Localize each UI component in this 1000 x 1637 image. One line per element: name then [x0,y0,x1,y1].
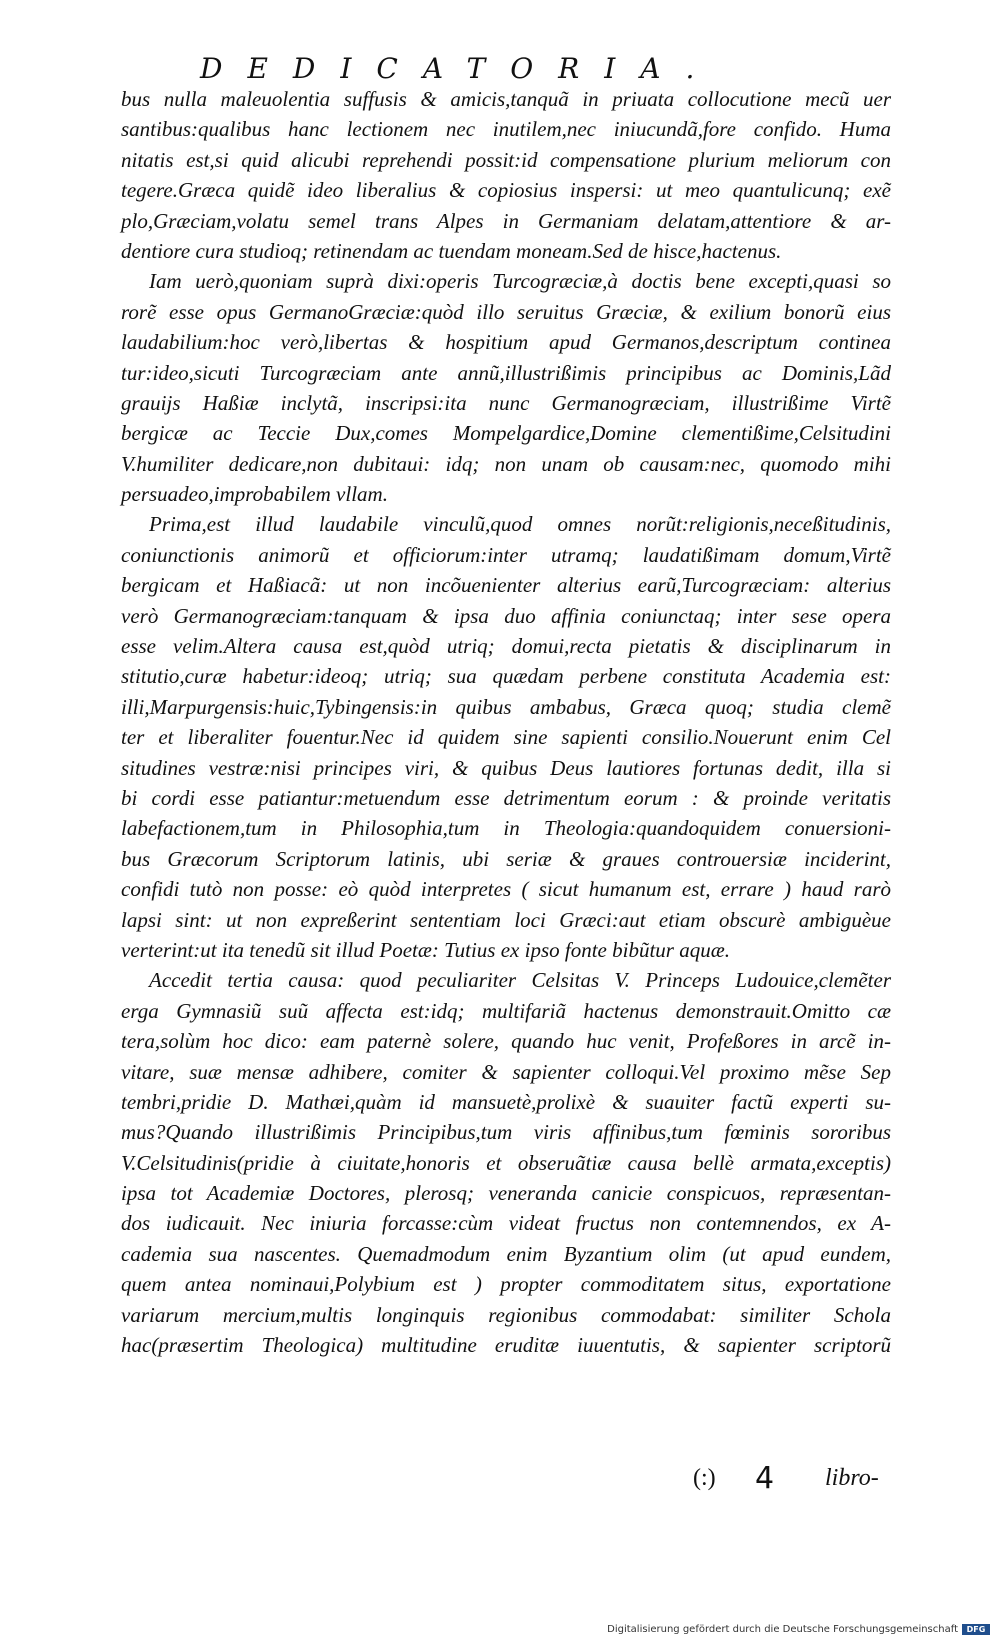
text-line: verterint:ut ita tenedũ sit illud Poetæ: Tutius ex ipso fonte bibũtur aquæ. [121,937,730,962]
text-line: labefactionem,tum in Philosophia,tum in Theologia:quandoquidem conuersioni- [121,816,891,841]
text-line: vitare, suæ mensæ adhibere, comiter & sapienter colloqui.Vel proximo mẽse Sep [121,1059,891,1084]
text-line: lapsi sint: ut non expreßerint sententiam loci Græci:aut etiam obscurè ambiguèue [121,907,891,932]
text-line: tegere.Græca quidẽ ideo liberalius & copiosius inspersi: ut meo quantulicunq; exẽ [121,178,891,203]
text-line: coniunctionis animorũ et officiorum:inter utramq; laudatißimam domum,Virtẽ [121,542,891,567]
text-line: ter et liberaliter fouentur.Nec id quidem sine sapienti consilio.Nouerunt enim Cel [121,725,891,750]
text-line: Prima,est illud laudabile vinculũ,quod omnes norũt:religionis,neceßitudinis, [149,512,891,537]
text-line: dentiore cura studioq; retinendam ac tuendam moneam.Sed de hisce,hactenus. [121,238,782,263]
text-line: V.humiliter dedicare,non dubitaui: idq; non unam ob causam:nec, quomodo mihi [121,451,891,476]
text-line: tur:ideo,sicuti Turcogræciam ante annũ,illustrißimis principibus ac Dominis,Lãd [121,360,891,385]
text-line: tera,solùm hoc dico: eam paternè solere, quando huc venit, Profeßores in arcẽ in- [121,1029,891,1054]
digitization-credit [607,1623,990,1636]
text-line: Iam uerò,quoniam suprà dixi:operis Turcogræciæ,à doctis bene excepti,quasi so [149,269,891,294]
catchword: libro- [825,1465,879,1491]
text-line: bus Græcorum Scriptorum latinis, ubi seriæ & graues controuersiæ inciderint, [121,846,891,871]
text-line: situdines vestræ:nisi principes viri, & quibus Deus lautiores fortunas dedit, illa si [121,755,891,780]
text-line: plo,Græciam,volatu semel trans Alpes in Germaniam delatam,attentiore & ar- [121,208,891,233]
text-line: santibus:qualibus hanc lectionem nec inutilem,nec iniucundã,fore confido. Huma [121,117,891,142]
text-line: quem antea nominaui,Polybium est ) propter commoditatem situs, exportatione [121,1272,891,1297]
body-text [121,84,891,1360]
text-line: bus nulla maleuolentia suffusis & amicis,tanquã in priuata collocutione mecũ uer [121,87,891,111]
text-line: ipsa tot Academiæ Doctores, plerosq; veneranda canicie conspicuos, repræsentan- [121,1181,891,1206]
text-line: esse velim.Altera causa est,quòd utriq; domui,recta pietatis & disciplinarum in [121,634,891,659]
text-line: stitutio,curæ habetur:ideoq; utriq; sua quædam perbene constituta Academia est: [121,664,891,689]
text-line: bergicæ ac Teccie Dux,comes Mompelgardice,Domine clementißime,Celsitudini [121,421,891,446]
text-line: erga Gymnasiũ suũ affecta est:idq; multifariã hactenus demonstrauit.Omitto cæ [121,998,891,1023]
dfg-logo-icon: DFG [962,1624,990,1635]
text-line: illi,Marpurgensis:huic,Tybingensis:in quibus ambabus, Græca quoq; studia clemẽ [121,694,891,719]
credit-text: Digitalisierung gefördert durch die Deutsche Forschungsgemeinschaft [607,1624,958,1635]
text-line: Accedit tertia causa: quod peculiariter Celsitas V. Princeps Ludouice,clemẽter [149,968,891,993]
text-line: rorẽ esse opus GermanoGræciæ:quòd illo seruitus Græciæ, & exilium bonorũ eius [121,299,891,324]
text-line: tembri,pridie D. Mathæi,quàm id mansuetè,prolixè & suauiter factũ experti su- [121,1089,891,1114]
text-line: bi cordi esse patiantur:metuendum esse detrimentum eorum : & proinde veritatis [121,785,891,810]
text-line: laudabilium:hoc verò,libertas & hospitium apud Germanos,descriptum continea [121,330,891,355]
text-line: grauijs Haßiæ inclytã, inscripsi:ita nunc Germanogræciam, illustrißime Virtẽ [121,390,891,415]
text-line: cademia sua nascentes. Quemadmodum enim Byzantium olim (ut apud eundem, [121,1241,891,1266]
running-title: DEDICATORIA. [200,52,720,85]
text-line: persuadeo,improbabilem vllam. [121,482,388,507]
text-line: dos iudicauit. Nec iniuria forcasse:cùm videat fructus non contemnendos, ex A- [121,1211,891,1236]
text-line: confidi tutò non posse: eò quòd interpretes ( sicut humanum est, errare ) haud rarò [121,877,891,902]
page-footer [0,1461,1000,1505]
signature-mark: (:) [693,1465,716,1491]
text-line: variarum mercium,multis longinquis regionibus commodabat: similiter Schola [121,1302,891,1327]
text-line: verò Germanogræciam:tanquam & ipsa duo affinia coniunctaq; inter sese opera [121,603,891,628]
text-line: hac(præsertim Theologica) multitudine eruditæ iuuentutis, & sapienter scriptorũ [121,1333,891,1358]
text-line: nitatis est,si quid alicubi reprehendi possit:id compensatione plurium meliorum con [121,147,891,172]
text-line: bergicam et Haßiacã: ut non incõuenienter alterius earũ,Turcogræciam: alterius [121,573,891,598]
text-line: mus?Quando illustrißimis Principibus,tum viris affinibus,tum fœminis sororibus [121,1120,891,1145]
page-number: 4 [755,1461,775,1496]
text-line: V.Celsitudinis(pridie à ciuitate,honoris et obseruãtiæ causa bellè armata,exceptis) [121,1150,891,1175]
